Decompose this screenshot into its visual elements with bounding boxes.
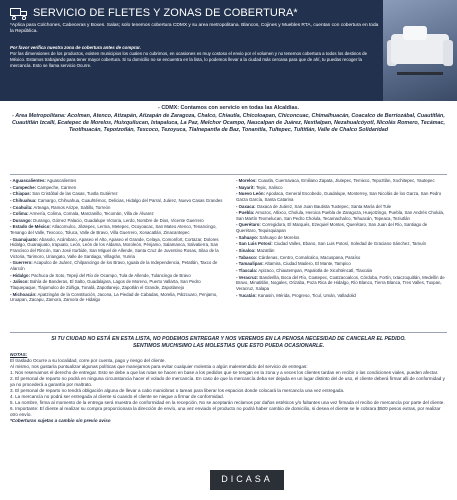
state-name: - San Luis Potosí: [236, 241, 273, 247]
state-entry [10, 292, 228, 303]
state-name: - Jalisco: [10, 279, 29, 285]
state-name: - Morelos: [236, 178, 257, 183]
state-cities: Apodaca, General Escobedo, Guadalupe, Monterrey, San Nicolás de los Garza, San Pedro Garza García, Santa Catarina [236, 191, 442, 202]
coverage-heading [10, 105, 447, 134]
state-cities: Bahía de Banderas, El Salto, Guadalajara, Lagos de Moreno, Puerto Vallarta, San Pedro Tlaquepaque, Tlajomulco de Zúñiga, Tonalá, Zapotlanejo, Zapotlán el Grande, Zapotlanejo [10, 279, 201, 290]
state-cities: Apizaco, Chiautempan, Papalotla de Xicohténcatl, Tlaxcala [257, 267, 372, 273]
note-item: 2. El personal de reparto no podrá en ninguna circunstancia hacer el volado de mercancía. En caso de que la mercancía deba ser dejada en un lugar distinto del de uso, el cliente deberá firmar alli de conformidad y ya no procederá a garantía por maltrato. [10, 375, 445, 387]
state-entry [236, 241, 448, 247]
state-entry [10, 191, 228, 197]
warning-line-2: SENTIMOS MUCHISIMO LAS MOLESTIAS QUE ESTO PUEDA OCASIONARLE. [132, 342, 325, 349]
state-cities: Armería, Colima, Comala, Manzanillo, Tecomán, Villa de Álvarez [28, 211, 154, 217]
state-name: - Sahuayo: [236, 234, 259, 240]
state-cities: Amozoc, Atlixco, Cholula, Heroica Puebla de Zaragoza, Huejotzingo, Puebla, San Andrés Cholula, San Martín Texmelucan, San Pedro Cholula, Tecamachalco, Tehuacán, Tepeaca, Teziutlán [236, 210, 445, 221]
state-name: - Guanajuato: [10, 236, 38, 242]
state-entry [10, 273, 228, 279]
state-name: - Michoacán: [10, 291, 37, 297]
dicasa-logo: DICASA [210, 470, 284, 490]
state-name: - Durango: [10, 217, 32, 223]
state-cities: Corregidora, El Marqués, Ezequiel Montes, Querétaro, San Juan del Río, Santiago de Querétaro, Tequisquiapan [236, 222, 428, 234]
state-name: - Estado de México: [10, 224, 51, 230]
state-cities: Cárdenas, Centro, Comalcalco, Macuspana, Paraíso [257, 254, 361, 260]
header-note [10, 45, 382, 69]
state-entry [236, 235, 448, 241]
state-name: - Sinaloa: [236, 248, 256, 254]
state-cities: Cuautla, Cuernavaca, Emiliano Zapata, Jiutepec, Temixco, Tepoztlán, Xochitepec, Yautepec [256, 178, 435, 183]
state-entry [10, 224, 228, 235]
truck-icon [10, 7, 28, 19]
page-title: SERVICIO DE FLETES Y ZONAS DE COBERTURA* [33, 7, 298, 19]
state-entry [10, 185, 228, 191]
state-cities: Oaxaca de Juárez, San Juan Bautista Tuxtepec, Santa María del Tule [255, 203, 392, 209]
state-name: - Yucatán: [236, 292, 257, 298]
state-name: - Querétaro: [236, 222, 261, 228]
divider-top [10, 174, 447, 175]
state-entry [236, 210, 448, 221]
header-banner [0, 0, 457, 101]
table-shape [397, 72, 443, 75]
state-cities: Ciudad Valles, Ebano, San Luis Potosí, Soledad de Graciano Sánchez, Tamuín [272, 241, 427, 247]
warning-text [10, 336, 447, 350]
state-entry [10, 279, 228, 290]
state-entry [236, 275, 448, 292]
state-name: - Coahuila: [10, 204, 33, 210]
state-name: - Colima: [10, 211, 29, 217]
pillow-shape [403, 26, 427, 40]
note-item: 6. Importante: El cliente al realizar su compra proporcionara la dirección de envío, una vez enviado el producto no podrá haber cambio de domicilio, si desea el cliente se le cobrara $500 pesos extras, por realizar otro envío. [10, 405, 441, 417]
state-entry [236, 204, 448, 210]
state-cities: Mazatlán [255, 248, 275, 254]
state-name: - Veracruz: [236, 274, 259, 280]
state-cities: Apatzingán de la Constitución, Jacona, La Piedad de Cabadas, Morelia, Pátzcuaro, Penjamo, Uruapan, Zacapu, Zamora, Zamora de Hidalgo [10, 291, 218, 303]
state-name: - Campeche: [10, 184, 37, 190]
state-name: - Nuevo León: [236, 191, 265, 197]
state-cities: Tepic, Xalisco [254, 184, 283, 190]
note-item: 3. El personal de reparto no tendrá obligación alguna de llevar a cabo maniobras o tareas para liberar los espacios donde colocará la mercancía una vez entregada. [10, 387, 345, 393]
warning-line-1: SI TU CIUDAD NO ESTÁ EN ESTA LISTA, NO PODEMOS ENTREGAR Y NOS VEREMOS EN LA PENOSA NECESIDAD DE CANCELAR EL PEDIDO. [51, 336, 406, 342]
state-name: - Chiapas: [10, 191, 31, 197]
state-name: - Tabasco: [236, 254, 258, 260]
state-cities: Atlacomulco, Jilotepec, Lerma, Metepec, Ocoyoacac, San Mateo Atenco, Tenancingo, Tenango del Valle, Texcoco, Toluca, Valle de Bravo, Villa Guerrero, Xonacatlán, Zinacantepec [10, 224, 217, 236]
state-cities: Aguascalientes [45, 178, 77, 183]
state-entry [10, 198, 228, 204]
state-entry [236, 178, 448, 184]
header-subtitle: *Aplica para Colchones, Cabeceras y Boxes. Salas; solo tenemos cobertura CDMX y su area metropolitana. Blancos, Cojines y Muebles RTA, cuentan con cobertura en toda la República. [10, 23, 379, 35]
state-entry [10, 211, 228, 217]
state-cities: Altamira, Ciudad Madero, El Mante, Tampico [263, 261, 351, 267]
state-entry [236, 222, 448, 233]
state-cities: Durango, Gómez Palacio, Guadalupe Victoria, Lerdo, Nombre de Dios, Vicente Guerrero [31, 217, 204, 223]
state-name: - Nayarit: [236, 184, 255, 190]
state-cities: Sahuayo de Morelos [258, 234, 300, 240]
note-item: Al mismo, nos gustaría puntualizar algunas políticas que manejamos para evitar cualquier molestia o algún malentendido del servicio de entregas: [10, 363, 308, 369]
state-name: - Chihuahua: [10, 197, 37, 203]
state-cities: Arteaga, Ramos Arizpe, Saltillo, Torreón [32, 204, 111, 210]
state-cities: Acapulco de Juárez, Chilpancingo de los Bravo, Iguala de la Independencia, Petatlán, Taxco de Alarcón [10, 260, 218, 271]
state-cities: Banderilla, Boca del Río, Coatepec, Coatzacoalcos, Córdoba, Fortín, Ixtaczoquitlán, Medellín de Bravo, Minatitlán, Nogales, Orizaba, Poza Rica de Hidalgo, Río Blanco, Tierra Blanca, Tres Valles, Tuxpan, Veracruz, Xalapa [236, 274, 445, 291]
state-entry [10, 237, 228, 260]
metro-line: - Area Metropolitana: Acolman, Atenco, Atizapán, Atizapán de Zaragoza, Chalco, Chiautla, Chicoloapan, Chiconcuac, Chimalhuacán, Coacalco de Berriozábal, Cuautitlán, Cuautitlán Izcalli, Ecatepec de Morelos, Huixquilucan, Ixtapaluca, La Paz, Melchor Ocampo, Naucalpan de Juárez, Nextlalpan, Nezahualcóyotl, Nicolás Romero, Tecámac, Teotihuacán, Tepotzotlán, Texcoco, Tezoyuca, Tlalnepantla de Baz, Tonanitla, Tultepec, Tultitlán, Valle de Chalco Solidaridad [12, 112, 445, 133]
state-name: - Aguascalientes: [10, 178, 46, 183]
state-name: - Hidalgo: [10, 272, 31, 278]
note-item: El traslado Ocurre a su localidad, corre por cuenta, pago y riesgo del cliente. [10, 357, 166, 363]
state-entry [10, 205, 228, 211]
state-cities: Abasolo, Acámbaro, Apaseo el Alto, Apaseo el Grande, Celaya, Comonfort, Cortazar, Dolores Hidalgo, Guanajuato, Irapuato, León, León de los Aldama, Moroleón, Pénjamo, Salamanca, Salvatierra, San Francisco del Rincón, San José Iturbide, San Miguel de Allende, Santa Cruz de Juventino Rosas, Silao de la Victoria, Tarimoro, Uriangato, Valle de Santiago, Villagrán, Yuriria [10, 236, 219, 259]
note-lead: Por favor verifica nuestra zona de cobertura antes de comprar. [10, 45, 141, 50]
notes-section [10, 352, 447, 424]
title-row [10, 6, 298, 20]
sofa-arm-right [443, 40, 453, 66]
notes-footnote: *Coberturas sujetas a cambio sin previo aviso [10, 417, 111, 423]
divider-bottom [10, 332, 447, 333]
cdmx-line: - CDMX: Contamos con servicio en todas las Alcaldias. [158, 105, 299, 111]
state-cities: Kanasín, Mérida, Progreso, Ticul, Umán, Valladolid [256, 292, 356, 298]
states-column-left [10, 178, 228, 304]
state-entry [236, 293, 448, 299]
state-entry [10, 260, 228, 271]
state-entry [236, 185, 448, 191]
states-column-right [236, 178, 448, 299]
state-name: - Oaxaca: [236, 203, 256, 209]
state-entry [236, 248, 448, 254]
state-name: - Guerrero: [10, 260, 33, 266]
state-name: - Puebla: [236, 210, 255, 216]
state-entry [10, 178, 228, 184]
state-entry [236, 255, 448, 261]
notes-title: NOTAS: [10, 352, 28, 357]
state-name: - Tlaxcala: [236, 267, 258, 273]
note-body: Por las dimensiones de los productos, existen municipios los cuales no cubrimos, en ocasiones es muy costoso el envio por el volumen y no tenemos cobertura a todos los destinos de México. Estamos trabajando para tener mayor cobertura. Si tu domicilio no se encuentra en la lista, lo podemos llevar a la ciudad más cercana para que de ahí, tu puedas recoger la mercancía. Esto se llama servicio Ocurre. [10, 50, 368, 68]
note-item: 5. La nombre, firma al momento de la entrega será muestra de conformidad en la recepción. No se aceptarán reclamos por daños estéticos y/o faltantes una vez firmada el recibo de mercancía por parte del cliente. [10, 399, 445, 405]
state-cities: Camargo, Chihuahua, Cuauhtémoc, Delicias, Hidalgo del Parral, Juárez, Nuevo Casas Grandes [36, 197, 223, 203]
state-cities: Campeche, Carmen [36, 184, 77, 190]
note-item: 4. La mercancía no podrá ser entregada al cliente si cuando el cliente se niegue a firmar de conformidad. [10, 393, 224, 399]
state-entry [236, 268, 448, 274]
state-entry [236, 191, 448, 202]
state-cities: Pachuca de Soto, Tepeji del Río de Ocampo, Tula de Allende, Tulancingo de Bravo [30, 272, 191, 278]
note-item: 1. Nos reservamos el derecho de entregar. Esto se debe a que las rutas se hacen en base a los pedidos que se tengan en la zona y a veces los clientes tardan en recibir o las condiciones viales, pueden afectar. [10, 369, 439, 375]
state-entry [10, 218, 228, 224]
state-entry [236, 261, 448, 267]
state-cities: San Cristóbal de las Casas, Tuxtla Gutiérrez [31, 191, 118, 197]
bedroom-photo [383, 0, 457, 101]
state-name: - Tamaulipas: [236, 261, 264, 267]
